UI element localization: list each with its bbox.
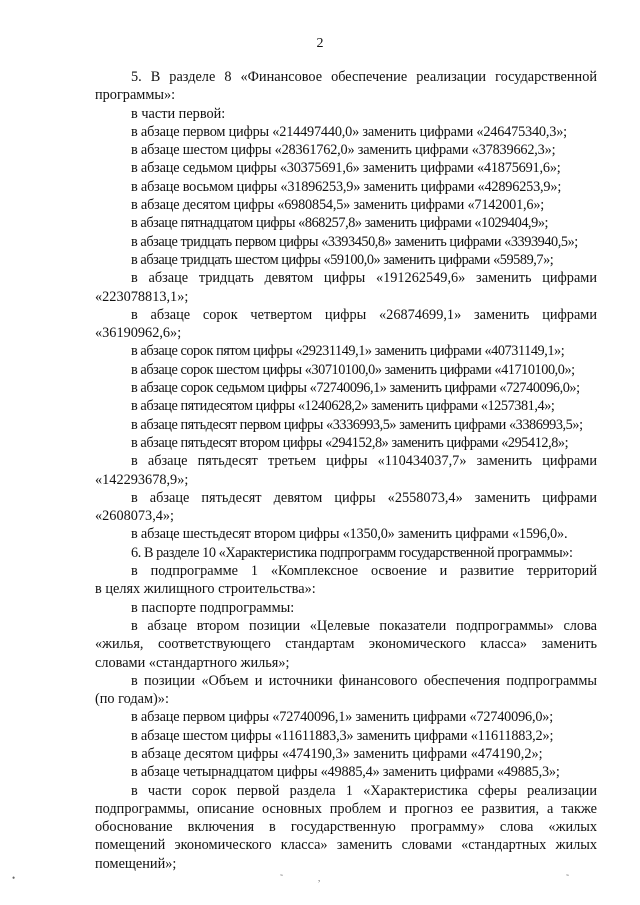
paragraph-line: в абзаце сорок шестом цифры «30710100,0» заменить цифрами «41710100,0»; <box>131 361 575 378</box>
paragraph-line: в паспорте подпрограммы: <box>131 599 295 616</box>
paragraph-line: «жилья, соответствующего стандартам экономического класса» заменить <box>95 636 597 653</box>
paragraph-line: в абзаце десятом цифры «474190,3» заменить цифрами «474190,2»; <box>131 745 543 762</box>
paragraph-line: в абзаце тридцать шестом цифры «59100,0» заменить цифрами «59589,7»; <box>131 251 554 268</box>
paragraph-line: в целях жилищного строительства»: <box>95 581 316 598</box>
paragraph-line: в абзаце сорок четвертом цифры «26874699,1» заменить цифрами <box>131 306 597 323</box>
paragraph-line: в позиции «Объем и источники финансового обеспечения подпрограммы <box>131 672 597 689</box>
paragraph-line: 6. В разделе 10 «Характеристика подпрограмм государственной программы»: <box>131 544 573 561</box>
paragraph-line: в абзаце восьмом цифры «31896253,9» заменить цифрами «42896253,9»; <box>131 178 562 195</box>
paragraph-line: в абзаце пятьдесят третьем цифры «110434037,7» заменить цифрами <box>131 453 597 470</box>
paragraph-line: помещений экономического класса» заменить словами «стандартных жилых <box>95 837 597 854</box>
paragraph-line: в абзаце пятидесятом цифры «1240628,2» заменить цифрами «1257381,4»; <box>131 398 555 415</box>
paragraph-line: «223078813,1»; <box>95 288 189 305</box>
paragraph-line: «36190962,6»; <box>95 325 182 342</box>
paragraph-line: в абзаце тридцать первом цифры «3393450,8» заменить цифрами «3393940,5»; <box>131 233 578 250</box>
paragraph-line: в подпрограмме 1 «Комплексное освоение и развитие территорий <box>131 563 597 580</box>
paragraph-line: в абзаце пятьдесят первом цифры «3336993,5» заменить цифрами «3386993,5»; <box>131 416 583 433</box>
page-number: 2 <box>316 36 324 51</box>
paragraph-line: (по годам)»: <box>95 691 169 708</box>
paragraph-line: в абзаце сорок пятом цифры «29231149,1» заменить цифрами «40731149,1»; <box>131 343 565 360</box>
scan-speck-mark: ˜ <box>280 873 283 883</box>
paragraph-line: помещений»; <box>95 855 177 872</box>
paragraph-line: программы»: <box>95 87 176 104</box>
paragraph-line: подпрограммы, описание основных проблем и прогноз ее развития, а также <box>95 800 597 817</box>
paragraph-line: в части первой: <box>131 105 226 122</box>
document-body <box>95 68 597 873</box>
paragraph-line: в абзаце десятом цифры «6980854,5» заменить цифрами «7142001,6»; <box>131 197 545 214</box>
paragraph-line: в абзаце шестом цифры «28361762,0» заменить цифрами «37839662,3»; <box>131 142 556 159</box>
paragraph-line: обоснование включения в государственную программу» слова «жилых <box>95 819 597 836</box>
paragraph-line: в абзаце первом цифры «214497440,0» заменить цифрами «246475340,3»; <box>131 123 567 140</box>
paragraph-line: в абзаце четырнадцатом цифры «49885,4» заменить цифрами «49885,3»; <box>131 764 560 781</box>
paragraph-line: в абзаце шестом цифры «11611883,3» заменить цифрами «11611883,2»; <box>131 727 554 744</box>
paragraph-line: в части сорок первой раздела 1 «Характеристика сферы реализации <box>131 782 597 799</box>
paragraph-line: 5. В разделе 8 «Финансовое обеспечение реализации государственной <box>131 69 597 85</box>
scan-speck-mark: • <box>12 873 16 883</box>
paragraph-line: «2608073,4»; <box>95 508 175 525</box>
paragraph-line: в абзаце тридцать девятом цифры «191262549,6» заменить цифрами <box>131 270 597 287</box>
paragraph-line: в абзаце шестьдесят втором цифры «1350,0» заменить цифрами «1596,0». <box>131 526 568 543</box>
paragraph-line: «142293678,9»; <box>95 471 189 488</box>
paragraph-line: в абзаце пятьдесят девятом цифры «2558073,4» заменить цифрами <box>131 489 597 506</box>
paragraph-line: в абзаце сорок седьмом цифры «72740096,1» заменить цифрами «72740096,0»; <box>131 380 580 397</box>
scan-speck-mark: , <box>318 873 321 883</box>
paragraph-line: в абзаце первом цифры «72740096,1» заменить цифрами «72740096,0»; <box>131 709 554 726</box>
scan-speck-mark: ˜ <box>566 873 569 883</box>
paragraph-line: в абзаце седьмом цифры «30375691,6» заменить цифрами «41875691,6»; <box>131 160 561 177</box>
paragraph-line: в абзаце пятьдесят втором цифры «294152,8» заменить цифрами «295412,8»; <box>131 434 569 451</box>
paragraph-line: словами «стандартного жилья»; <box>95 654 290 671</box>
paragraph-line: в абзаце втором позиции «Целевые показатели подпрограммы» слова <box>131 617 597 634</box>
paragraph-line: в абзаце пятнадцатом цифры «868257,8» заменить цифрами «1029404,9»; <box>131 215 549 232</box>
